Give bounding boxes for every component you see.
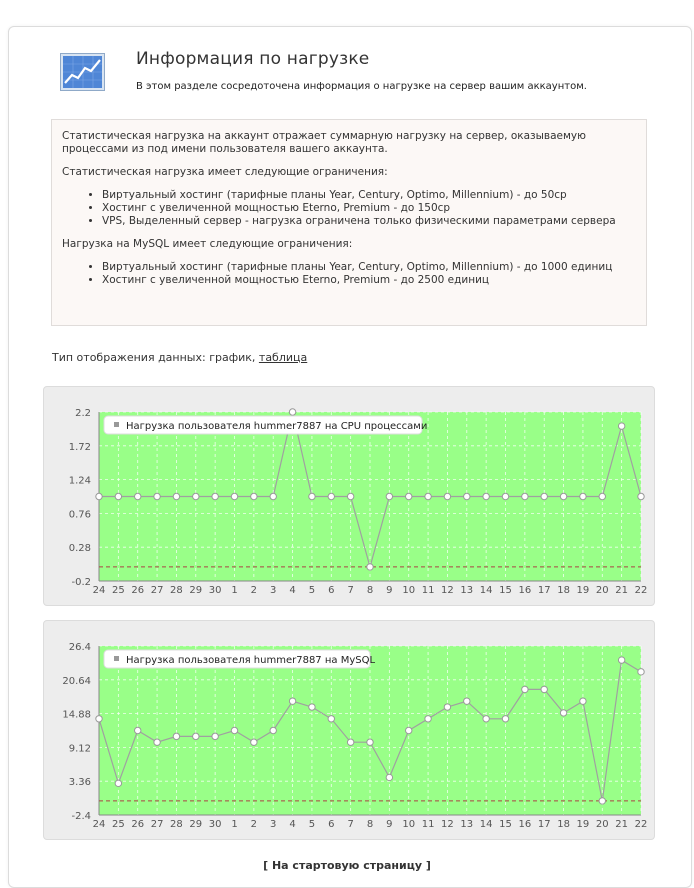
data-point: [444, 493, 450, 499]
x-tick-label: 28: [170, 819, 183, 830]
data-point: [580, 698, 586, 704]
data-point: [599, 493, 605, 499]
data-point: [135, 727, 141, 733]
list-item: • Виртуальный хостинг (тарифные планы Year, Century, Optimo, Millennium) - до 1000 единиц: [102, 261, 636, 274]
y-tick-label: 1.24: [68, 475, 91, 487]
display-type-table-link[interactable]: таблица: [258, 351, 308, 364]
x-tick-label: 28: [170, 585, 183, 596]
data-point: [347, 493, 353, 499]
x-tick-label: 20: [595, 585, 609, 596]
x-tick-label: 19: [576, 819, 590, 830]
y-tick-label: 9.12: [68, 743, 91, 755]
legend-swatch: [114, 422, 119, 427]
data-point: [289, 698, 295, 704]
x-tick-label: 6: [328, 585, 335, 596]
mysql-limits-list: [62, 261, 636, 287]
x-tick-label: 14: [479, 819, 493, 830]
x-tick-label: 8: [366, 819, 374, 830]
data-point: [193, 733, 199, 739]
x-tick-label: 15: [499, 585, 512, 596]
data-point: [483, 493, 489, 499]
data-point: [309, 493, 315, 499]
data-point: [212, 733, 218, 739]
data-point: [444, 704, 450, 710]
x-tick-label: 27: [150, 585, 164, 596]
data-point: [386, 493, 392, 499]
x-tick-label: 9: [386, 585, 393, 596]
data-point: [367, 739, 373, 745]
data-point: [425, 716, 431, 722]
x-tick-label: 26: [131, 585, 145, 596]
data-point: [638, 493, 644, 499]
data-point: [193, 493, 199, 499]
data-point: [328, 493, 334, 499]
data-point: [618, 657, 624, 663]
data-point: [251, 493, 257, 499]
x-tick-label: 30: [208, 819, 222, 830]
display-type-selector: [52, 351, 307, 364]
data-point: [115, 493, 121, 499]
x-tick-label: 2: [250, 585, 258, 596]
data-point: [618, 423, 624, 429]
data-point: [483, 716, 489, 722]
data-point: [464, 493, 470, 499]
data-point: [231, 727, 237, 733]
data-point: [328, 716, 334, 722]
x-tick-label: 18: [557, 585, 570, 596]
data-point: [96, 716, 102, 722]
y-tick-label: 0.28: [68, 543, 91, 555]
x-tick-label: 27: [150, 819, 164, 830]
legend-swatch: [114, 656, 119, 661]
y-tick-label: 0.76: [68, 509, 91, 521]
data-point: [522, 686, 528, 692]
mysql-load-chart-svg: [44, 621, 654, 839]
list-item: • Виртуальный хостинг (тарифные планы Year, Century, Optimo, Millennium) - до 50cp: [102, 189, 636, 202]
data-point: [231, 493, 237, 499]
data-point: [406, 727, 412, 733]
x-tick-label: 12: [441, 819, 454, 830]
x-tick-label: 26: [131, 819, 145, 830]
x-tick-label: 8: [366, 585, 374, 596]
x-tick-label: 21: [615, 819, 629, 830]
x-tick-label: 13: [460, 819, 474, 830]
data-point: [154, 739, 160, 745]
x-tick-label: 17: [537, 819, 551, 830]
data-point: [270, 727, 276, 733]
data-point: [212, 493, 218, 499]
x-tick-label: 11: [421, 819, 435, 830]
data-point: [115, 780, 121, 786]
display-type-graph[interactable]: график: [209, 351, 252, 364]
x-tick-label: 1: [231, 819, 238, 830]
x-tick-label: 16: [518, 819, 532, 830]
data-point: [580, 493, 586, 499]
x-tick-label: 4: [289, 585, 296, 596]
list-item: • Хостинг с увеличенной мощностью Eterno, Premium - до 150cp: [102, 202, 636, 215]
data-point: [406, 493, 412, 499]
y-tick-label: 2.2: [75, 408, 91, 419]
x-tick-label: 18: [557, 819, 570, 830]
cpu-load-chart: [43, 386, 655, 606]
x-tick-label: 9: [386, 819, 393, 830]
cpu-load-chart-svg: [44, 387, 654, 605]
x-tick-label: 3: [270, 585, 277, 596]
x-tick-label: 30: [208, 585, 222, 596]
data-point: [289, 409, 295, 415]
data-point: [522, 493, 528, 499]
y-tick-label: -2.4: [71, 811, 91, 822]
x-tick-label: 7: [347, 819, 354, 830]
x-tick-label: 20: [595, 819, 609, 830]
x-tick-label: 21: [615, 585, 629, 596]
list-item: • VPS, Выделенный сервер - нагрузка ограничена только физическими параметрами сервера: [102, 215, 636, 228]
x-tick-label: 3: [270, 819, 277, 830]
x-tick-label: 25: [111, 819, 125, 830]
y-tick-label: 20.64: [62, 675, 91, 687]
data-point: [251, 739, 257, 745]
data-point: [154, 493, 160, 499]
mysql-load-chart: [43, 620, 655, 840]
chart-icon: [60, 53, 105, 91]
x-tick-label: 25: [111, 585, 125, 596]
x-tick-label: 10: [402, 819, 416, 830]
x-tick-label: 22: [634, 585, 648, 596]
data-point: [425, 493, 431, 499]
data-point: [502, 716, 508, 722]
x-tick-label: 7: [347, 585, 354, 596]
mysql-limits-heading: Нагрузка на MySQL имеет следующие ограничения:: [62, 238, 353, 250]
legend-label: Нагрузка пользователя hummer7887 на MySQL: [126, 655, 376, 666]
data-point: [173, 733, 179, 739]
y-tick-label: 3.36: [68, 777, 91, 789]
info-intro: Статистическая нагрузка на аккаунт отражает суммарную нагрузку на сервер, оказываемую процессами из под имени пользователя вашего аккаунта.: [62, 130, 586, 155]
x-tick-label: 15: [499, 819, 512, 830]
data-point: [560, 493, 566, 499]
x-tick-label: 24: [92, 819, 106, 830]
x-tick-label: 2: [250, 819, 258, 830]
x-tick-label: 1: [231, 585, 238, 596]
data-point: [541, 686, 547, 692]
data-point: [638, 669, 644, 675]
y-tick-label: 1.72: [68, 441, 91, 453]
data-point: [96, 493, 102, 499]
x-tick-label: 24: [92, 585, 106, 596]
data-point: [502, 493, 508, 499]
x-tick-label: 10: [402, 585, 416, 596]
page-title: Информация по нагрузке: [136, 49, 370, 69]
x-tick-label: 19: [576, 585, 590, 596]
legend-label: Нагрузка пользователя hummer7887 на CPU процессами: [126, 421, 428, 432]
x-tick-label: 5: [308, 819, 316, 830]
x-tick-label: 12: [441, 585, 454, 596]
data-point: [270, 493, 276, 499]
display-type-separator: ,: [251, 351, 256, 364]
data-point: [560, 710, 566, 716]
page-subtitle: В этом разделе сосредоточена информация о нагрузке на сервер вашим аккаунтом.: [136, 81, 587, 92]
data-point: [367, 564, 373, 570]
cpu-limits-list: [62, 189, 636, 228]
data-point: [173, 493, 179, 499]
cpu-limits-heading: Статистическая нагрузка имеет следующие ограничения:: [62, 166, 388, 178]
data-point: [309, 704, 315, 710]
x-tick-label: 11: [421, 585, 435, 596]
list-item: • Хостинг с увеличенной мощностью Eterno, Premium - до 2500 единиц: [102, 274, 636, 287]
y-tick-label: 14.88: [62, 709, 91, 721]
x-tick-label: 16: [518, 585, 532, 596]
x-tick-label: 29: [189, 819, 203, 830]
data-point: [464, 698, 470, 704]
data-point: [541, 493, 547, 499]
data-point: [135, 493, 141, 499]
data-point: [386, 774, 392, 780]
display-type-label: Тип отображения данных:: [52, 351, 206, 364]
x-tick-label: 5: [308, 585, 316, 596]
x-tick-label: 6: [328, 819, 335, 830]
y-tick-label: -0.2: [71, 577, 91, 588]
home-page-link[interactable]: [ На стартовую страницу ]: [263, 859, 431, 872]
x-tick-label: 29: [189, 585, 203, 596]
x-tick-label: 4: [289, 819, 296, 830]
x-tick-label: 22: [634, 819, 648, 830]
data-point: [599, 798, 605, 804]
x-tick-label: 17: [537, 585, 551, 596]
data-point: [347, 739, 353, 745]
x-tick-label: 14: [479, 585, 493, 596]
y-tick-label: 26.4: [68, 642, 91, 653]
x-tick-label: 13: [460, 585, 474, 596]
info-box: [51, 119, 647, 326]
